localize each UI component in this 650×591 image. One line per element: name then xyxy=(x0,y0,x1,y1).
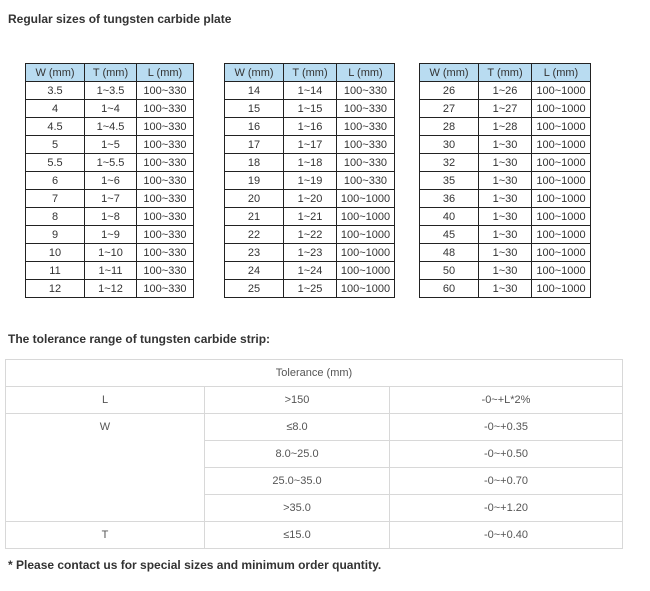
table-cell: 100~1000 xyxy=(532,100,591,118)
table-row xyxy=(420,136,591,154)
table-cell: 26 xyxy=(420,82,479,100)
table-cell: 35 xyxy=(420,172,479,190)
table-cell: 100~330 xyxy=(137,82,194,100)
column-header: W (mm) xyxy=(26,64,85,82)
table-cell: 5 xyxy=(26,136,85,154)
table-row xyxy=(225,100,395,118)
column-header: L (mm) xyxy=(532,64,591,82)
table-cell: 100~330 xyxy=(137,244,194,262)
table-cell: 7 xyxy=(26,190,85,208)
table-cell: 100~1000 xyxy=(337,208,395,226)
table-cell: 100~1000 xyxy=(337,280,395,298)
table-cell: 1~8 xyxy=(85,208,137,226)
column-header: L (mm) xyxy=(337,64,395,82)
table-cell: 100~330 xyxy=(137,208,194,226)
table-row xyxy=(26,154,194,172)
table-cell: 18 xyxy=(225,154,284,172)
column-header: T (mm) xyxy=(85,64,137,82)
table-cell: 1~21 xyxy=(284,208,337,226)
table-row xyxy=(225,226,395,244)
table-row xyxy=(26,100,194,118)
table-row xyxy=(420,190,591,208)
table-cell: 100~330 xyxy=(337,118,395,136)
table-cell: 1~4 xyxy=(85,100,137,118)
table-cell: 100~330 xyxy=(137,154,194,172)
table-cell: 1~30 xyxy=(479,244,532,262)
table-cell: 100~1000 xyxy=(532,226,591,244)
plate-header-row xyxy=(225,64,395,82)
table-row xyxy=(225,82,395,100)
table-cell: 100~1000 xyxy=(532,118,591,136)
table-cell: 1~20 xyxy=(284,190,337,208)
table-cell: 30 xyxy=(420,136,479,154)
table-row xyxy=(26,226,194,244)
table-cell: 100~1000 xyxy=(337,244,395,262)
table-cell: 100~330 xyxy=(137,262,194,280)
table-cell: 1~18 xyxy=(284,154,337,172)
table-cell: 1~10 xyxy=(85,244,137,262)
table-row xyxy=(26,118,194,136)
range-cell: 8.0~25.0 xyxy=(205,441,390,468)
table-row xyxy=(26,82,194,100)
table-cell: 1~4.5 xyxy=(85,118,137,136)
table-cell: 60 xyxy=(420,280,479,298)
table-cell: 100~330 xyxy=(337,172,395,190)
table-cell: 1~30 xyxy=(479,280,532,298)
tolerance-table xyxy=(5,359,623,549)
table-cell: 1~15 xyxy=(284,100,337,118)
dimension-cell: W xyxy=(6,414,205,522)
table-cell: 1~6 xyxy=(85,172,137,190)
table-cell: 100~1000 xyxy=(532,82,591,100)
table-cell: 27 xyxy=(420,100,479,118)
table-cell: 4 xyxy=(26,100,85,118)
table-cell: 9 xyxy=(26,226,85,244)
table-cell: 1~30 xyxy=(479,208,532,226)
column-header: L (mm) xyxy=(137,64,194,82)
table-cell: 36 xyxy=(420,190,479,208)
table-cell: 100~1000 xyxy=(337,262,395,280)
table-cell: 23 xyxy=(225,244,284,262)
table-row xyxy=(420,154,591,172)
table-row xyxy=(420,172,591,190)
table-cell: 100~1000 xyxy=(532,190,591,208)
table-row xyxy=(225,208,395,226)
column-header: T (mm) xyxy=(284,64,337,82)
table-cell: 1~25 xyxy=(284,280,337,298)
range-cell: ≤8.0 xyxy=(205,414,390,441)
table-cell: 1~7 xyxy=(85,190,137,208)
table-cell: 1~9 xyxy=(85,226,137,244)
table-cell: 19 xyxy=(225,172,284,190)
table-cell: 25 xyxy=(225,280,284,298)
table-cell: 100~1000 xyxy=(532,208,591,226)
table-row xyxy=(420,82,591,100)
tolerance-row xyxy=(6,414,623,441)
table-cell: 1~11 xyxy=(85,262,137,280)
table-row xyxy=(26,190,194,208)
plate-size-table-1 xyxy=(25,63,194,298)
table-row xyxy=(225,172,395,190)
table-cell: 1~30 xyxy=(479,136,532,154)
table-cell: 17 xyxy=(225,136,284,154)
table-cell: 24 xyxy=(225,262,284,280)
table-cell: 11 xyxy=(26,262,85,280)
tolerance-cell: -0~+0.40 xyxy=(390,522,623,549)
table-cell: 100~330 xyxy=(137,280,194,298)
tolerance-header-row xyxy=(6,360,623,387)
table-row xyxy=(420,262,591,280)
table-row xyxy=(420,118,591,136)
table-cell: 40 xyxy=(420,208,479,226)
table-cell: 100~330 xyxy=(137,100,194,118)
table-cell: 1~19 xyxy=(284,172,337,190)
table-row xyxy=(225,244,395,262)
table-row xyxy=(225,280,395,298)
table-cell: 5.5 xyxy=(26,154,85,172)
table-cell: 100~330 xyxy=(337,136,395,154)
table-cell: 6 xyxy=(26,172,85,190)
table-row xyxy=(26,280,194,298)
table-row xyxy=(225,190,395,208)
table-row xyxy=(225,262,395,280)
table-cell: 100~330 xyxy=(137,118,194,136)
table-cell: 100~330 xyxy=(137,226,194,244)
column-header: W (mm) xyxy=(225,64,284,82)
table-cell: 3.5 xyxy=(26,82,85,100)
table-cell: 22 xyxy=(225,226,284,244)
table-cell: 1~17 xyxy=(284,136,337,154)
table-cell: 1~30 xyxy=(479,226,532,244)
table-cell: 16 xyxy=(225,118,284,136)
table-cell: 100~1000 xyxy=(532,244,591,262)
plate-size-table-2 xyxy=(224,63,395,298)
table-cell: 1~23 xyxy=(284,244,337,262)
table-cell: 1~3.5 xyxy=(85,82,137,100)
plate-size-table-3 xyxy=(419,63,591,298)
table-row xyxy=(420,280,591,298)
table-cell: 32 xyxy=(420,154,479,172)
table-cell: 1~30 xyxy=(479,190,532,208)
table-cell: 1~5.5 xyxy=(85,154,137,172)
table-cell: 100~330 xyxy=(337,100,395,118)
tolerance-cell: -0~+L*2% xyxy=(390,387,623,414)
plate-header-row xyxy=(26,64,194,82)
tolerance-row xyxy=(6,387,623,414)
tolerance-cell: -0~+0.70 xyxy=(390,468,623,495)
tolerance-cell: -0~+1.20 xyxy=(390,495,623,522)
table-cell: 20 xyxy=(225,190,284,208)
tolerance-title: The tolerance range of tungsten carbide strip: xyxy=(8,332,271,346)
table-cell: 100~1000 xyxy=(532,262,591,280)
table-cell: 15 xyxy=(225,100,284,118)
table-cell: 48 xyxy=(420,244,479,262)
column-header: T (mm) xyxy=(479,64,532,82)
table-cell: 1~22 xyxy=(284,226,337,244)
table-row xyxy=(225,154,395,172)
tolerance-cell: -0~+0.35 xyxy=(390,414,623,441)
table-cell: 45 xyxy=(420,226,479,244)
table-cell: 50 xyxy=(420,262,479,280)
table-cell: 1~30 xyxy=(479,154,532,172)
table-cell: 14 xyxy=(225,82,284,100)
table-row xyxy=(225,118,395,136)
table-cell: 100~330 xyxy=(337,82,395,100)
table-cell: 1~5 xyxy=(85,136,137,154)
table-cell: 100~330 xyxy=(337,154,395,172)
table-row xyxy=(26,208,194,226)
column-header: W (mm) xyxy=(420,64,479,82)
table-cell: 100~1000 xyxy=(337,190,395,208)
table-cell: 1~14 xyxy=(284,82,337,100)
table-row xyxy=(420,226,591,244)
table-cell: 100~330 xyxy=(137,172,194,190)
table-row xyxy=(225,136,395,154)
table-cell: 100~1000 xyxy=(532,172,591,190)
table-cell: 8 xyxy=(26,208,85,226)
table-cell: 4.5 xyxy=(26,118,85,136)
table-cell: 12 xyxy=(26,280,85,298)
table-cell: 100~1000 xyxy=(532,154,591,172)
table-cell: 100~330 xyxy=(137,190,194,208)
table-row xyxy=(26,262,194,280)
table-cell: 1~12 xyxy=(85,280,137,298)
range-cell: >35.0 xyxy=(205,495,390,522)
table-cell: 1~28 xyxy=(479,118,532,136)
table-row xyxy=(420,208,591,226)
table-row xyxy=(26,244,194,262)
table-row xyxy=(420,100,591,118)
table-cell: 100~330 xyxy=(137,136,194,154)
table-cell: 21 xyxy=(225,208,284,226)
table-row xyxy=(26,172,194,190)
dimension-cell: L xyxy=(6,387,205,414)
table-cell: 10 xyxy=(26,244,85,262)
table-row xyxy=(420,244,591,262)
range-cell: >150 xyxy=(205,387,390,414)
plate-header-row xyxy=(420,64,591,82)
table-cell: 1~16 xyxy=(284,118,337,136)
table-cell: 28 xyxy=(420,118,479,136)
table-cell: 1~27 xyxy=(479,100,532,118)
dimension-cell: T xyxy=(6,522,205,549)
table-cell: 1~30 xyxy=(479,262,532,280)
table-cell: 100~1000 xyxy=(532,280,591,298)
range-cell: ≤15.0 xyxy=(205,522,390,549)
table-cell: 100~1000 xyxy=(532,136,591,154)
table-cell: 1~24 xyxy=(284,262,337,280)
table-cell: 100~1000 xyxy=(337,226,395,244)
table-row xyxy=(26,136,194,154)
table-cell: 1~30 xyxy=(479,172,532,190)
table-cell: 1~26 xyxy=(479,82,532,100)
tolerance-header: Tolerance (mm) xyxy=(6,360,623,387)
tolerance-cell: -0~+0.50 xyxy=(390,441,623,468)
range-cell: 25.0~35.0 xyxy=(205,468,390,495)
plate-sizes-title: Regular sizes of tungsten carbide plate xyxy=(8,12,232,26)
contact-note: * Please contact us for special sizes and minimum order quantity. xyxy=(8,558,382,572)
tolerance-row xyxy=(6,522,623,549)
